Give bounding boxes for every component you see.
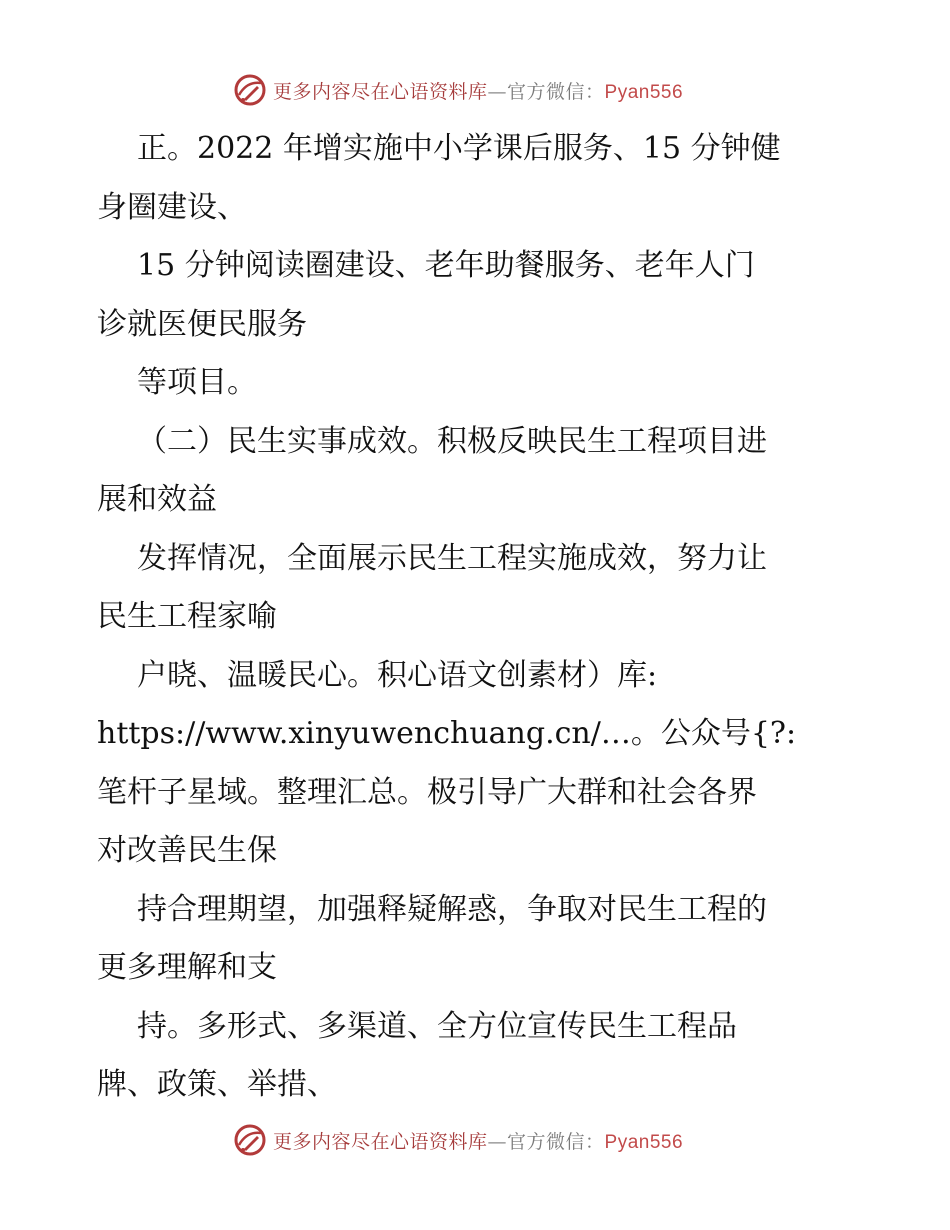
watermark-text: 更多内容尽在心语资料库—官方微信：Pyan556 [273, 1130, 684, 1153]
text-line: https://www.xinyuwenchuang.cn/…。公众号{?: [97, 716, 797, 751]
text-line: 笔杆子星域。整理汇总。极引导广大群和社会各界 [97, 774, 757, 810]
watermark-footer [233, 1122, 713, 1158]
text-line: 民生工程家喻 [97, 599, 277, 634]
pen-logo-icon [233, 1123, 267, 1157]
text-line: 展和效益 [97, 482, 217, 517]
text-line: 牌、政策、举措、 [97, 1067, 337, 1102]
text-line: 户晓、温暖民心。积心语文创素材）库: [137, 657, 658, 693]
watermark-header [233, 72, 713, 108]
text-line: 等项目。 [137, 365, 257, 400]
text-line: 持。多形式、多渠道、全方位宣传民生工程品 [137, 1008, 737, 1044]
text-line: 正。2022 年增实施中小学课后服务、15 分钟健 [137, 131, 781, 166]
pen-logo-icon [233, 73, 267, 107]
text-line: 身圈建设、 [97, 189, 247, 225]
text-line: 更多理解和支 [97, 950, 277, 985]
text-line: 持合理期望，加强释疑解惑，争取对民生工程的 [137, 891, 767, 927]
text-line: 15 分钟阅读圈建设、老年助餐服务、老年人门 [137, 248, 755, 283]
text-line: 对改善民生保 [97, 833, 277, 868]
document-body [97, 120, 857, 1115]
watermark-text: 更多内容尽在心语资料库—官方微信：Pyan556 [273, 80, 684, 103]
text-line: （二）民生实事成效。积极反映民生工程项目进 [137, 423, 767, 459]
text-line: 诊就医便民服务 [97, 306, 307, 342]
text-line: 发挥情况，全面展示民生工程实施成效，努力让 [137, 540, 767, 576]
